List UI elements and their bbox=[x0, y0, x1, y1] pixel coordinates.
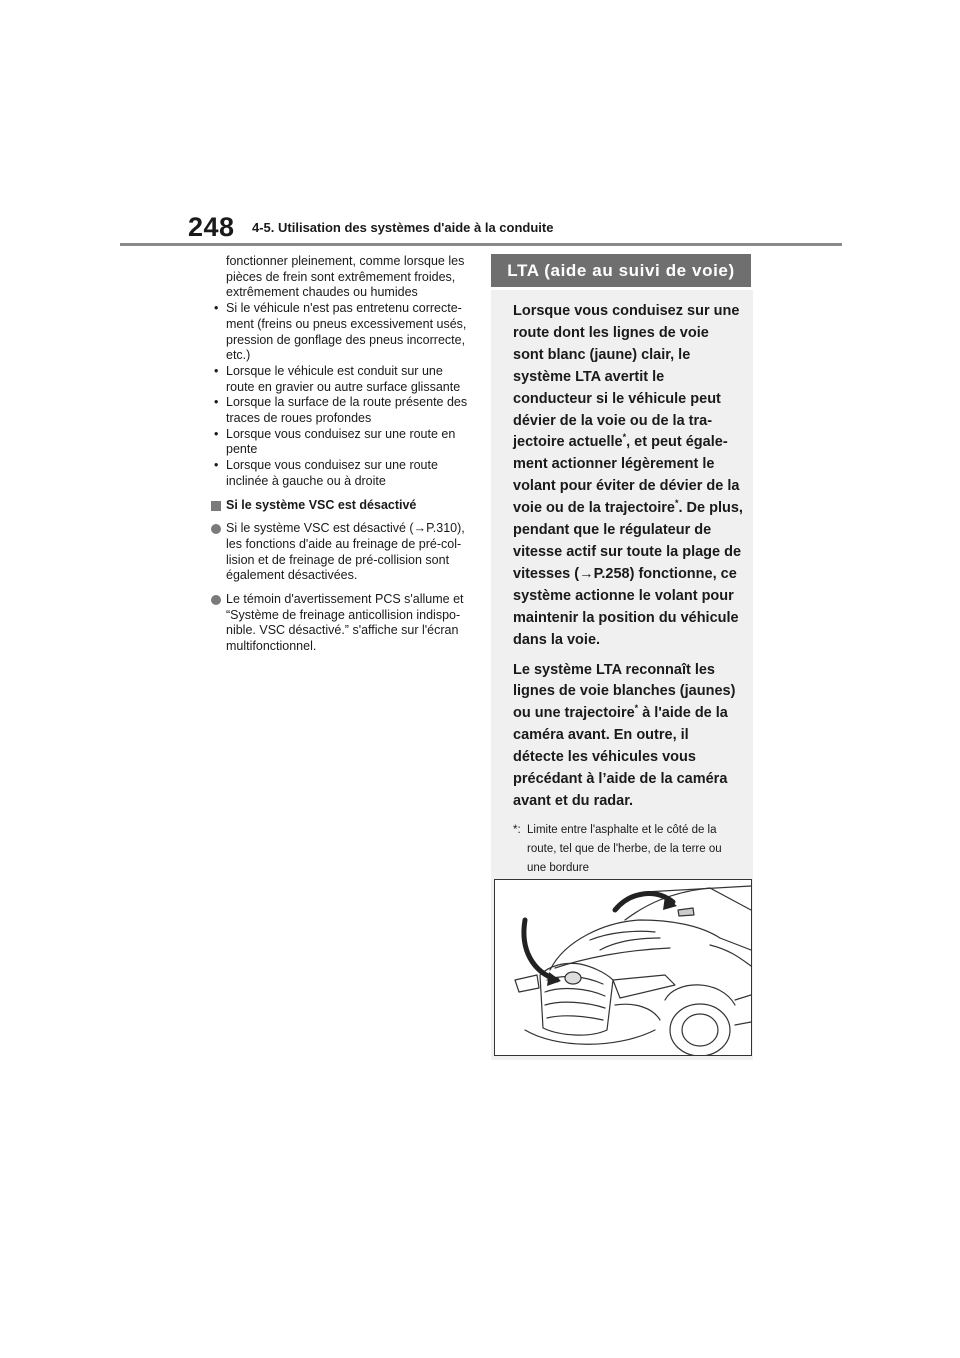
section-title: 4-5. Utilisation des systèmes d'aide à la conduite bbox=[252, 220, 554, 235]
left-column bbox=[211, 254, 469, 655]
lta-text-segment: Le système LTA reconnaît les lignes de voie blanches (jaunes) ou une trajectoire bbox=[513, 661, 736, 722]
list-item bbox=[211, 395, 469, 426]
lta-text-segment: à l'aide de la caméra avant. En outre, il détecte les véhicules vous précédant à l’aide de la caméra avant et du radar. bbox=[513, 705, 728, 809]
bullet-icon: • bbox=[214, 426, 219, 441]
vehicle-illustration bbox=[494, 879, 752, 1056]
asterisk-mark: * bbox=[674, 498, 679, 509]
footnote-text: Limite entre l'asphalte et le côté de la route, tel que de l'herbe, de la terre ou une bordure bbox=[527, 823, 722, 874]
vsc-note bbox=[211, 592, 469, 655]
list-item-text: Lorsque vous conduisez sur une route en pente bbox=[226, 426, 456, 457]
vsc-subheading bbox=[211, 498, 469, 514]
bullet-icon: • bbox=[214, 395, 219, 410]
list-item-text: Lorsque la surface de la route présente des traces de roues profondes bbox=[226, 395, 468, 426]
list-item bbox=[211, 427, 469, 458]
list-item-text: Lorsque le véhicule est conduit sur une route en gravier ou autre surface glissante bbox=[226, 363, 461, 394]
asterisk-mark: * bbox=[634, 703, 639, 714]
circle-bullet-icon bbox=[211, 524, 221, 534]
lta-text-segment: . De plus, pendant que le régulateur de vitesse actif sur toute la plage de vitesses (→P.258) fonctionne, ce système actionne le volant pour maintenir la position du véhicule dans la voie. bbox=[513, 500, 743, 648]
circle-bullet-icon bbox=[211, 595, 221, 605]
vehicle-front-camera-radar-illustration bbox=[495, 880, 751, 1055]
lta-paragraph-1 bbox=[513, 301, 743, 652]
bullet-icon: • bbox=[214, 363, 219, 378]
list-item-text: Si le véhicule n'est pas entretenu correcte-ment (freins ou pneus excessivement usés, pression de gonflage des pneus incorrecte, etc.) bbox=[226, 301, 467, 363]
page-number: 248 bbox=[188, 212, 235, 242]
lta-description bbox=[513, 301, 743, 878]
bullet-icon: • bbox=[214, 301, 219, 316]
vsc-note-text: Le témoin d'avertissement PCS s'allume et “Système de freinage anticollision indispo-nible. VSC désactivé.” s'affiche sur l'écran multifonctionnel. bbox=[226, 592, 464, 654]
list-item bbox=[211, 364, 469, 395]
asterisk-mark: * bbox=[622, 432, 627, 443]
lta-text-segment: , et peut égale-ment actionner légèrement le volant pour éviter de dévier de la voie ou de la trajectoire bbox=[513, 434, 740, 517]
lta-text-segment: Lorsque vous conduisez sur une route dont les lignes de voie sont blanc (jaune) clair, le système LTA avertit le conducteur si le véhicule peut dévier de la voie ou de la tra-jectoire actuelle bbox=[513, 303, 740, 451]
list-item bbox=[211, 458, 469, 489]
header-divider bbox=[120, 243, 842, 246]
bullet-icon: • bbox=[214, 458, 219, 473]
continuation-text: fonctionner pleinement, comme lorsque les pièces de frein sont extrêmement froides, extrêmement chaudes ou humides bbox=[226, 254, 465, 300]
vsc-subheading-text: Si le système VSC est désactivé bbox=[226, 497, 417, 512]
footnote-mark: *: bbox=[513, 823, 521, 836]
vsc-note bbox=[211, 521, 469, 584]
list-item bbox=[211, 301, 469, 364]
footnote bbox=[513, 821, 743, 878]
vsc-note-text: Si le système VSC est désactivé (→P.310), les fonctions d'aide au freinage de pré-col-lision et de freinage de pré-collision sont également désactivées. bbox=[226, 521, 465, 583]
lta-paragraph-2 bbox=[513, 660, 743, 813]
condition-list bbox=[211, 301, 469, 489]
lta-banner: LTA (aide au suivi de voie) bbox=[491, 254, 751, 287]
list-item-text: Lorsque vous conduisez sur une route inclinée à gauche ou à droite bbox=[226, 458, 438, 488]
square-bullet-icon bbox=[211, 501, 221, 511]
